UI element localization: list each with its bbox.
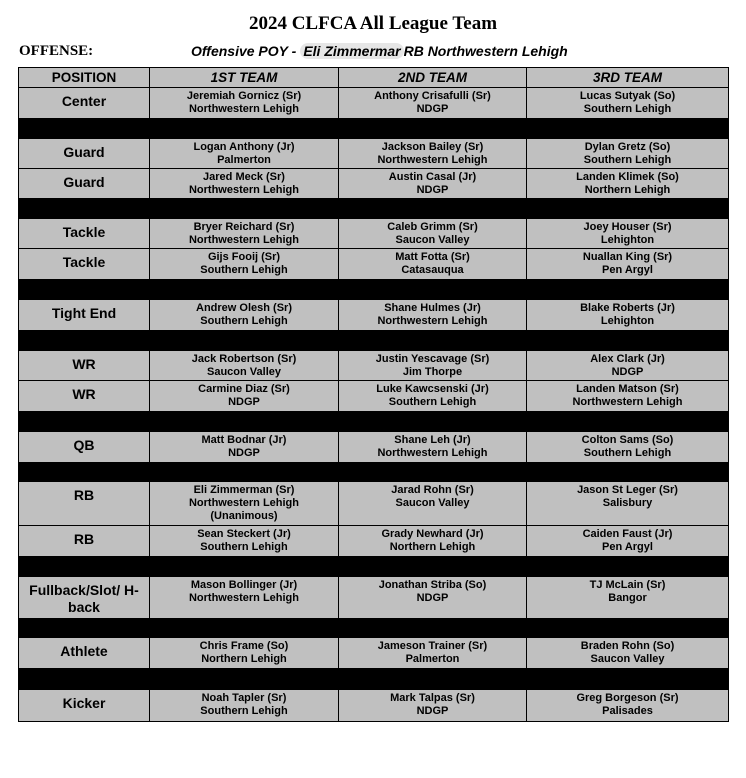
player-name: Dylan Gretz (So) [584, 141, 671, 153]
player-name: Jameson Trainer (Sr) [377, 640, 488, 652]
player-school: Saucon Valley [207, 366, 281, 378]
table-row [19, 526, 729, 557]
table-row [19, 169, 729, 199]
second-team-cell [339, 300, 527, 331]
header-row [19, 68, 729, 88]
player-name: Austin Casal (Jr) [388, 171, 477, 183]
player-name: Luke Kawcsenski (Jr) [376, 383, 489, 395]
player-name: Andrew Olesh (Sr) [196, 302, 292, 314]
third-team-cell [527, 219, 729, 249]
player-name: Matt Bodnar (Jr) [201, 434, 287, 446]
player-name: Lucas Sutyak (So) [579, 90, 676, 102]
player-name: Anthony Crisafulli (Sr) [374, 90, 491, 102]
player-school: Saucon Valley [395, 497, 470, 509]
player-name: Jared Meck (Sr) [203, 171, 285, 183]
player-name: Eli Zimmerman (Sr) [193, 484, 295, 496]
offense-label: OFFENSE: [19, 43, 94, 59]
second-team-cell [339, 432, 527, 463]
separator-cell [19, 669, 729, 690]
player-name: Greg Borgeson (Sr) [576, 692, 679, 704]
separator-row [19, 280, 729, 300]
third-team-cell [527, 88, 729, 119]
second-team-cell [339, 638, 527, 669]
third-team-cell [527, 381, 729, 412]
player-school: Palmerton [217, 154, 271, 166]
position-cell: Tackle [19, 219, 150, 249]
player-school: NDGP [416, 592, 449, 604]
third-team-cell [527, 300, 729, 331]
player-school: Catasauqua [401, 264, 464, 276]
separator-cell [19, 412, 729, 432]
first-team-cell [150, 577, 339, 619]
player-school: NDGP [416, 184, 449, 196]
header-position: POSITION [19, 68, 150, 88]
table-row [19, 577, 729, 619]
player-name: Braden Rohn (So) [580, 640, 675, 652]
second-team-cell [339, 482, 527, 526]
page-title: 2024 CLFCA All League Team [248, 13, 498, 34]
player-name: Caiden Faust (Jr) [582, 528, 673, 540]
separator-row [19, 669, 729, 690]
player-name: Chris Frame (So) [199, 640, 289, 652]
first-team-cell [150, 526, 339, 557]
third-team-cell [527, 577, 729, 619]
position-cell: Fullback/Slot/ H-back [19, 577, 150, 619]
third-team-cell [527, 638, 729, 669]
player-school: Pen Argyl [602, 264, 653, 276]
player-name: Jonathan Striba (So) [378, 579, 487, 591]
first-team-cell [150, 351, 339, 381]
second-team-cell [339, 351, 527, 381]
table-row [19, 249, 729, 280]
third-team-cell [527, 351, 729, 381]
header-second-team: 2ND TEAM [339, 68, 527, 88]
player-school: Northwestern Lehigh [572, 396, 683, 408]
separator-cell [19, 331, 729, 351]
poy-suffix: RB Northwestern Lehigh [403, 43, 568, 59]
player-name: Blake Roberts (Jr) [580, 302, 675, 314]
header-first-team: 1ST TEAM [150, 68, 339, 88]
separator-row [19, 119, 729, 139]
player-school: Northwestern Lehigh [188, 234, 299, 246]
player-school: Northern Lehigh [201, 653, 287, 665]
player-school: NDGP [611, 366, 644, 378]
table-row [19, 88, 729, 119]
second-team-cell [339, 169, 527, 199]
second-team-cell [339, 249, 527, 280]
all-league-table [18, 67, 729, 722]
player-name: Landen Klimek (So) [576, 171, 679, 183]
position-cell: Center [19, 88, 150, 119]
player-name: Joey Houser (Sr) [583, 221, 672, 233]
first-team-cell [150, 219, 339, 249]
player-school: Northwestern Lehigh [188, 497, 299, 509]
player-name: Landen Matson (Sr) [576, 383, 679, 395]
third-team-cell [527, 482, 729, 526]
second-team-cell [339, 139, 527, 169]
position-cell: Athlete [19, 638, 150, 669]
player-name: Justin Yescavage (Sr) [375, 353, 490, 365]
table-row [19, 139, 729, 169]
second-team-cell [339, 381, 527, 412]
table-row [19, 351, 729, 381]
position-cell: QB [19, 432, 150, 463]
table-row [19, 638, 729, 669]
position-cell: Kicker [19, 690, 150, 722]
player-name: Shane Hulmes (Jr) [384, 302, 481, 314]
table-row [19, 690, 729, 722]
player-name: Jackson Bailey (Sr) [381, 141, 484, 153]
second-team-cell [339, 526, 527, 557]
table-row [19, 300, 729, 331]
player-school: Northwestern Lehigh [188, 184, 299, 196]
player-school: Lehighton [600, 234, 655, 246]
player-school: Saucon Valley [590, 653, 665, 665]
third-team-cell [527, 169, 729, 199]
player-school: Southern Lehigh [583, 154, 672, 166]
separator-row [19, 619, 729, 638]
second-team-cell [339, 577, 527, 619]
player-name: Carmine Diaz (Sr) [198, 383, 290, 395]
poy-prefix: Offensive POY - [191, 43, 297, 59]
player-name: Bryer Reichard (Sr) [193, 221, 295, 233]
player-name: Grady Newhard (Jr) [381, 528, 484, 540]
separator-row [19, 557, 729, 577]
player-school: Southern Lehigh [583, 447, 672, 459]
first-team-cell [150, 482, 339, 526]
position-cell: WR [19, 381, 150, 412]
first-team-cell [150, 169, 339, 199]
player-school: Northwestern Lehigh [377, 154, 488, 166]
player-name: Nuallan King (Sr) [582, 251, 673, 263]
player-school: Bangor [608, 592, 647, 604]
player-school: Pen Argyl [602, 541, 653, 553]
player-name: Jarad Rohn (Sr) [391, 484, 474, 496]
player-name: Mark Talpas (Sr) [390, 692, 475, 704]
first-team-cell [150, 88, 339, 119]
player-name: Jack Robertson (Sr) [191, 353, 297, 365]
position-cell: Guard [19, 139, 150, 169]
table-row [19, 219, 729, 249]
player-name: Matt Fotta (Sr) [395, 251, 470, 263]
player-school: NDGP [228, 396, 260, 408]
player-school: Northwestern Lehigh [188, 103, 299, 115]
table-row [19, 432, 729, 463]
separator-cell [19, 619, 729, 638]
player-school: Southern Lehigh [388, 396, 477, 408]
separator-row [19, 199, 729, 219]
player-name: Alex Clark (Jr) [590, 353, 665, 365]
player-name: Jason St Leger (Sr) [577, 484, 678, 496]
player-school: Northwestern Lehigh [377, 315, 488, 327]
player-name: Shane Leh (Jr) [394, 434, 471, 446]
second-team-cell [339, 88, 527, 119]
player-school: Northern Lehigh [389, 541, 476, 553]
player-note: (Unanimous) [210, 510, 278, 522]
second-team-cell [339, 690, 527, 722]
player-school: NDGP [228, 447, 260, 459]
first-team-cell [150, 638, 339, 669]
separator-cell [19, 463, 729, 482]
position-cell: Tackle [19, 249, 150, 280]
position-cell: Guard [19, 169, 150, 199]
position-cell: WR [19, 351, 150, 381]
third-team-cell [527, 526, 729, 557]
separator-row [19, 412, 729, 432]
first-team-cell [150, 432, 339, 463]
first-team-cell [150, 690, 339, 722]
third-team-cell [527, 690, 729, 722]
separator-row [19, 331, 729, 351]
first-team-cell [150, 381, 339, 412]
player-school: Lehighton [600, 315, 655, 327]
separator-cell [19, 199, 729, 219]
table-row [19, 482, 729, 526]
player-name: Colton Sams (So) [581, 434, 674, 446]
position-cell: Tight End [19, 300, 150, 331]
table-row [19, 381, 729, 412]
player-name: Jeremiah Gornicz (Sr) [186, 90, 302, 102]
player-school: Southern Lehigh [200, 264, 288, 276]
player-name: Logan Anthony (Jr) [193, 141, 295, 153]
player-name: Mason Bollinger (Jr) [190, 579, 298, 591]
separator-cell [19, 280, 729, 300]
player-school: NDGP [416, 705, 449, 717]
player-school: Jim Thorpe [402, 366, 463, 378]
second-team-cell [339, 219, 527, 249]
position-cell: RB [19, 482, 150, 526]
table-body [19, 88, 729, 722]
third-team-cell [527, 249, 729, 280]
player-school: Northern Lehigh [584, 184, 671, 196]
first-team-cell [150, 249, 339, 280]
third-team-cell [527, 139, 729, 169]
player-school: Southern Lehigh [200, 705, 288, 717]
player-name: Caleb Grimm (Sr) [387, 221, 478, 233]
player-school: Palmerton [405, 653, 460, 665]
offensive-poy-line [191, 43, 568, 59]
first-team-cell [150, 300, 339, 331]
player-school: Northwestern Lehigh [188, 592, 299, 604]
player-school: Saucon Valley [395, 234, 470, 246]
header-third-team: 3RD TEAM [527, 68, 729, 88]
separator-cell [19, 557, 729, 577]
player-school: Southern Lehigh [583, 103, 672, 115]
player-name: Sean Steckert (Jr) [197, 528, 291, 540]
player-name: Noah Tapler (Sr) [201, 692, 287, 704]
poy-name-field[interactable]: Eli Zimmermar [300, 43, 403, 59]
position-cell: RB [19, 526, 150, 557]
separator-row [19, 463, 729, 482]
player-school: Southern Lehigh [200, 541, 288, 553]
third-team-cell [527, 432, 729, 463]
player-name: TJ McLain (Sr) [589, 579, 666, 591]
first-team-cell [150, 139, 339, 169]
separator-cell [19, 119, 729, 139]
player-school: NDGP [416, 103, 449, 115]
player-school: Palisades [602, 705, 653, 717]
player-school: Northwestern Lehigh [377, 447, 488, 459]
player-school: Southern Lehigh [200, 315, 288, 327]
player-school: Salisbury [602, 497, 653, 509]
player-name: Gijs Fooij (Sr) [207, 251, 281, 263]
